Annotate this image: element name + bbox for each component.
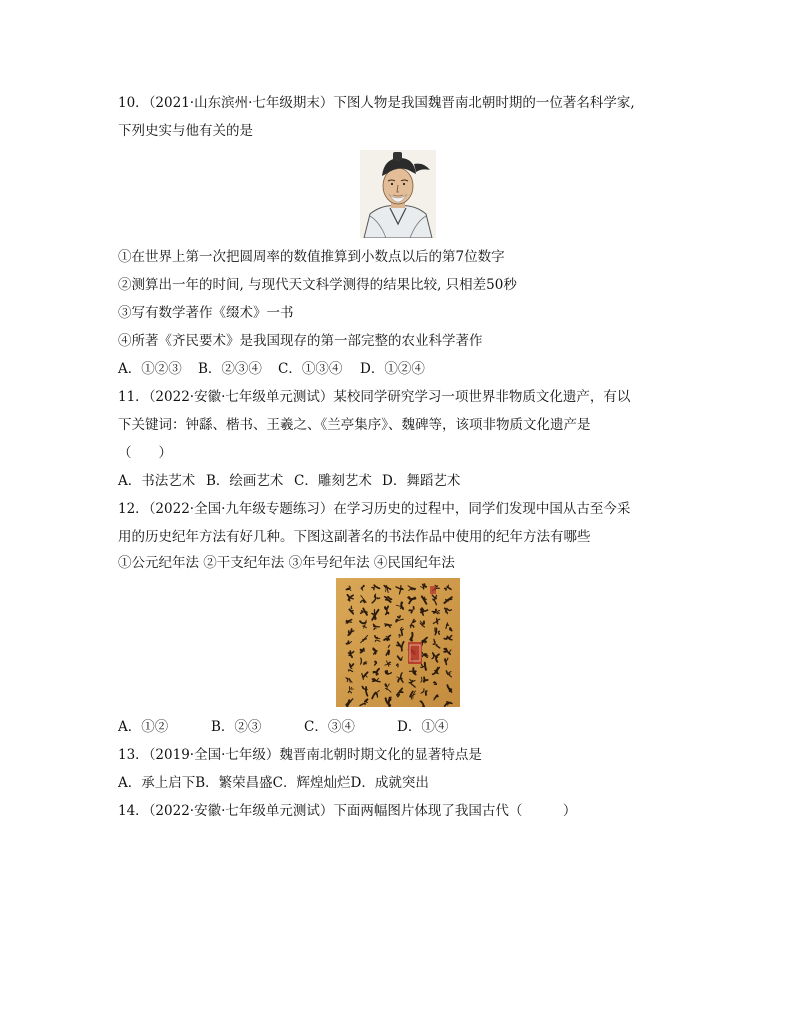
q12-option-c[interactable]: C．③④	[304, 719, 355, 735]
calligraphy-drawing	[336, 578, 460, 707]
q13-option-c[interactable]: C．辉煌灿烂	[272, 775, 351, 791]
q12-option-d[interactable]: D．①④	[397, 719, 449, 735]
q11-stem-part1: 某校同学研究学习一项世界非物质文化遗产，有以	[333, 389, 631, 405]
q13-option-a[interactable]: A．承上启下	[118, 775, 196, 791]
q12-stem-line1	[118, 499, 630, 519]
q10-item-2: ②测算出一年的时间, 与现代天文科学测得的结果比较, 只相差50秒	[118, 277, 517, 293]
q10-option-b[interactable]: B．②③④	[198, 361, 262, 377]
scientist-portrait-image	[360, 150, 436, 238]
q13-number: 13．	[118, 747, 149, 763]
q10-item-1: ①在世界上第一次把圆周率的数值推算到小数点以后的第7位数字	[118, 249, 505, 265]
brush-stroke	[450, 628, 452, 631]
q10-stem-line2: 下列史实与他有关的是	[118, 123, 253, 139]
brush-stroke	[377, 598, 379, 599]
q11-option-c[interactable]: C．雕刻艺术	[294, 473, 372, 489]
q14-number: 14．	[118, 803, 149, 819]
brush-stroke	[385, 684, 386, 686]
q13-stem-line	[118, 745, 482, 765]
q13-options	[118, 773, 429, 793]
q13-option-b[interactable]: B．繁荣昌盛	[195, 775, 273, 791]
brush-stroke	[363, 586, 364, 587]
q12-number: 12．	[118, 501, 149, 517]
q11-stem-line2: 下关键词：钟繇、楷书、王羲之、《兰亭集序》、魏碑等，该项非物质文化遗产是	[118, 417, 591, 433]
q11-option-a[interactable]: A．书法艺术	[118, 473, 196, 489]
q10-option-d[interactable]: D．①②④	[360, 361, 425, 377]
brush-stroke	[364, 600, 365, 602]
q10-number: 10．	[118, 95, 149, 111]
q11-number: 11．	[118, 389, 149, 405]
q12-option-a[interactable]: A．①②	[118, 719, 169, 735]
brush-stroke	[445, 661, 447, 662]
brush-stroke	[396, 620, 397, 622]
q12-stem-line2: 用的历史纪年方法有好几种。下图这副著名的书法作品中使用的纪年方法有哪些	[118, 529, 591, 545]
brush-stroke	[402, 630, 403, 635]
q10-item-3: ③写有数学著作《缀术》一书	[118, 305, 294, 321]
brush-stroke	[425, 663, 426, 670]
brush-stroke	[397, 645, 400, 646]
q12-source: （2022·全国·九年级专题练习）	[148, 501, 334, 517]
q12-stem-part1: 在学习历史的过程中，同学们发现中国从古至今采	[333, 501, 631, 517]
q11-stem-line1	[118, 387, 630, 407]
q12-options	[118, 717, 448, 737]
calligraphy-image	[336, 578, 460, 707]
brush-stroke	[424, 677, 425, 679]
q14-stem-line	[118, 801, 576, 821]
q10-options	[118, 359, 425, 379]
q10-stem-line1	[118, 93, 635, 113]
brush-stroke	[351, 606, 352, 608]
q13-option-d[interactable]: D．成就突出	[350, 775, 429, 791]
scientist-portrait-drawing	[360, 150, 436, 238]
brush-stroke	[375, 594, 376, 597]
q10-option-a[interactable]: A．①②③	[118, 361, 182, 377]
q11-option-d[interactable]: D．舞蹈艺术	[382, 473, 461, 489]
q12-option-b[interactable]: B．②③	[211, 719, 262, 735]
q13-stem: 魏晋南北朝时期文化的显著特点是	[279, 747, 482, 763]
brush-stroke	[388, 650, 389, 654]
q14-source: （2022·安徽·七年级单元测试）	[148, 803, 334, 819]
q10-option-c[interactable]: C．①③④	[278, 361, 343, 377]
q11-source: （2022·安徽·七年级单元测试）	[148, 389, 334, 405]
q11-option-b[interactable]: B．绘画艺术	[206, 473, 284, 489]
brush-stroke	[374, 624, 375, 626]
q10-stem-part1: 下图人物是我国魏晋南北朝时期的一位著名科学家,	[333, 95, 635, 111]
q12-items: ①公元纪年法 ②干支纪年法 ③年号纪年法 ④民国纪年法	[118, 555, 455, 571]
q10-item-4: ④所著《齐民要术》是我国现存的第一部完整的农业科学著作	[118, 333, 483, 349]
q14-stem: 下面两幅图片体现了我国古代（ ）	[333, 803, 577, 819]
q13-source: （2019·全国·七年级）	[148, 747, 280, 763]
q11-answer-paren: （ ）	[118, 445, 172, 461]
brush-stroke	[377, 694, 378, 698]
q10-source: （2021·山东滨州·七年级期末）	[148, 95, 334, 111]
brush-stroke	[411, 588, 416, 589]
q11-options	[118, 471, 460, 491]
